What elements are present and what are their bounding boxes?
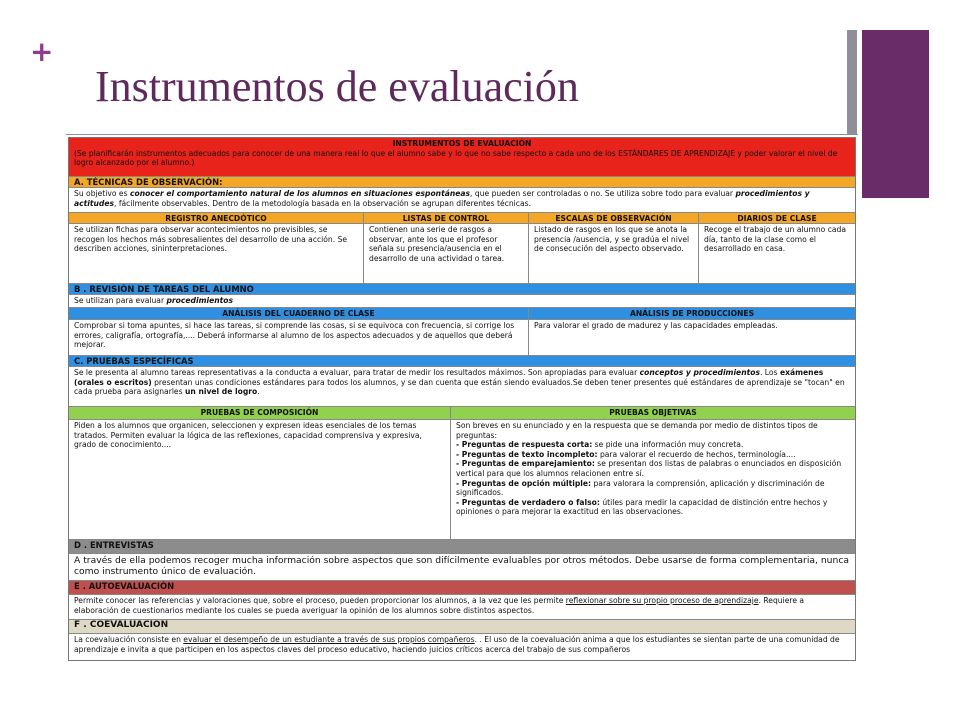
table-title-row: [69, 138, 855, 177]
section-f-description: [69, 634, 855, 661]
text-underlined: evaluar el desempeño de un estudiante a través de sus propios compañeros: [183, 635, 475, 644]
observation-header: DIARIOS DE CLASE: [737, 214, 817, 223]
observation-text: Listado de rasgos en los que se anota la presencia /ausencia, y se gradúa el nivel de consecución del aspecto observado.: [529, 224, 699, 283]
item-text: se presentan dos listas de palabras o enunciados en disposición vertical para que los alumnos relacionen entre sí.: [456, 459, 842, 478]
composition-tests-text: Piden a los alumnos que organicen, seleccionen y expresen ideas esenciales de los temas tratados. Permiten evaluar la lógica de las reflexiones, capacidad comprensiva y expresiva, grado de conocimiento....: [69, 420, 451, 539]
list-item: [456, 459, 850, 478]
list-item: [456, 498, 850, 517]
text-run: , que pueden ser controladas o no. Se utiliza sobre todo para evaluar: [470, 189, 736, 198]
objective-tests-intro: Son breves en su enunciado y en la respuesta que se demanda por medio de distintos tipos de preguntas:: [456, 421, 818, 440]
section-d-description: [69, 554, 855, 581]
plus-bullet-icon: +: [30, 35, 54, 68]
observation-header: LISTAS DE CONTROL: [364, 213, 529, 223]
notebook-analysis-text: Comprobar si toma apuntes, si hace las tareas, si comprende las cosas, si se equivoca con frecuencia, si corrige los errores, caligrafía, ortografía,.... Deberá informarse al alumno de los aspectos adecuados y de aquellos que deberá mejorar.: [69, 320, 529, 355]
observation-header: REGISTRO ANECDÓTICO: [69, 213, 364, 223]
item-text: útiles para medir la capacidad de distinción entre hechos y opiniones o para mejorar la exactitud en las observaciones.: [456, 497, 828, 517]
observation-text: Contienen una serie de rasgos a observar, ante los que el profesor señala su presencia/ausencia en el desarrollo de una actividad o tarea.: [364, 224, 529, 283]
objective-tests-header: PRUEBAS OBJETIVAS: [609, 408, 697, 417]
section-f-title: F . COEVALUACIÓN: [74, 620, 169, 630]
section-d-text: A través de ella podemos recoger mucha información sobre aspectos que son difícilmente evaluables por otros métodos. Debe usarse de forma complementaria, nunca como instrumento único de evaluación.: [74, 555, 849, 577]
section-c-subheaders: [69, 407, 855, 420]
text-emphasis: exámenes (orales o escritos): [74, 368, 824, 387]
section-c-texts: [69, 420, 855, 540]
text-run: presentan unas condiciones estándares para todos los alumnos, y se dan cuenta que están siendo evaluados.Se deben tener presentes qué estándares de aprendizaje se "tocan" en cada prueba para asignarles: [74, 377, 845, 397]
section-b-subheaders: [69, 308, 855, 320]
slide-title: Instrumentos de evaluación: [95, 62, 579, 111]
text-emphasis: conocer el comportamiento natural de los alumnos en situaciones espontáneas: [129, 189, 471, 198]
section-c-description: [69, 367, 855, 407]
observation-header: ESCALAS DE OBSERVACIÓN: [529, 213, 699, 223]
section-e-description: [69, 595, 855, 620]
decorative-rule: [66, 134, 858, 135]
text-run: La coevaluación consiste en: [74, 635, 184, 644]
item-text: para valorara la comprensión, aplicación y discriminación de significados.: [456, 478, 825, 498]
text-run: Se le presenta al alumno tareas representativas a la conducta a evaluar, para tratar de medir los resultados máximos. Son apropiadas para evaluar: [74, 368, 640, 377]
text-run: . . El uso de la coevaluación anima a que los estudiantes se sientan parte de una comunidad de aprendizaje e invita a que participen en los aspectos claves del proceso educativo, haciendo juicios críticos acerca del trabajo de sus compañeros: [74, 635, 840, 654]
text-underlined: reflexionar sobre su propio proceso de aprendizaje: [565, 596, 759, 605]
text-run: .: [257, 387, 260, 397]
text-emphasis: conceptos y procedimientos: [639, 368, 760, 377]
observation-headers-row: [69, 213, 855, 224]
table-main-title: INSTRUMENTOS DE EVALUACIÓN: [392, 139, 532, 148]
text-run: , fácilmente observables. Dentro de la metodología basada en la observación se agrupan diferentes técnicas.: [114, 198, 531, 208]
item-label: - Preguntas de respuesta corta:: [456, 440, 593, 450]
item-text: para valorar el recuerdo de hechos, terminología....: [597, 449, 796, 459]
section-a-header: [69, 177, 855, 188]
section-e-header: [69, 581, 855, 595]
item-label: - Preguntas de verdadero o falso:: [456, 497, 600, 507]
section-c-title: C. PRUEBAS ESPECÍFICAS: [74, 356, 194, 366]
section-c-header: [69, 356, 855, 367]
decorative-purple-block: [862, 30, 929, 198]
observation-text: Recoge el trabajo de un alumno cada día, tanto de la clase como el desarrollado en casa.: [704, 225, 847, 254]
text-run: Se utilizan para evaluar: [74, 296, 167, 305]
section-b-title: B . REVISIÓN DE TAREAS DEL ALUMNO: [74, 284, 254, 294]
observation-text: Se utilizan fichas para observar acontecimientos no previsibles, se recogen los hechos más sobresalientes del desarrollo de una acción. Se describen acciones, sininterpretaciones.: [69, 224, 364, 283]
section-b-description: [69, 295, 855, 308]
text-run: . Requiere a elaboración de cuestionarios mediante los cuales se pueda averiguar la opinión de los alumnos sobre distintos aspectos.: [74, 596, 805, 615]
text-emphasis: procedimientos y actitudes: [74, 189, 810, 208]
section-f-header: [69, 620, 855, 634]
list-item: [456, 450, 850, 460]
text-run: Su objetivo es: [74, 189, 130, 198]
item-label: - Preguntas de emparejamiento:: [456, 459, 595, 469]
list-item: [456, 440, 850, 450]
section-b-texts: [69, 320, 855, 356]
decorative-grey-bar: [847, 30, 857, 134]
item-text: se pide una información muy concreta.: [592, 440, 744, 450]
section-a-title: A. TÉCNICAS DE OBSERVACIÓN:: [74, 177, 223, 187]
objective-tests-text: [451, 420, 855, 539]
text-emphasis: un nivel de logro: [184, 387, 258, 397]
item-label: - Preguntas de texto incompleto:: [456, 449, 598, 459]
table-intro-text: (Se planificarán instrumentos adecuados para conocer de una manera real lo que el alumno sabe y lo que no sabe respecto a cada uno de los ESTÁNDARES DE APRENDIZAJE y poder valorar el nivel de logro alcanzado por el alumno.): [74, 148, 838, 168]
observation-texts-row: [69, 224, 855, 284]
section-d-title: D . ENTREVISTAS: [74, 540, 154, 550]
notebook-analysis-header: ANÁLISIS DEL CUADERNO DE CLASE: [69, 308, 529, 319]
section-e-title: E . AUTOEVALUACIÓN: [74, 581, 175, 591]
productions-analysis-text: Para valorar el grado de madurez y las capacidades empleadas.: [534, 321, 778, 330]
text-run: Permite conocer las referencias y valoraciones que, sobre el proceso, pueden proporcionar los alumnos, a la vez que les permite: [74, 596, 566, 605]
text-run: . Los: [759, 368, 780, 377]
text-emphasis: procedimientos: [166, 296, 234, 305]
list-item: [456, 479, 850, 498]
composition-tests-header: PRUEBAS DE COMPOSICIÓN: [69, 407, 451, 419]
section-b-header: [69, 284, 855, 295]
section-a-description: [69, 188, 855, 213]
evaluation-instruments-table: [68, 137, 856, 661]
item-label: - Preguntas de opción múltiple:: [456, 478, 592, 488]
section-d-header: [69, 540, 855, 554]
productions-analysis-header: ANÁLISIS DE PRODUCCIONES: [629, 309, 755, 318]
